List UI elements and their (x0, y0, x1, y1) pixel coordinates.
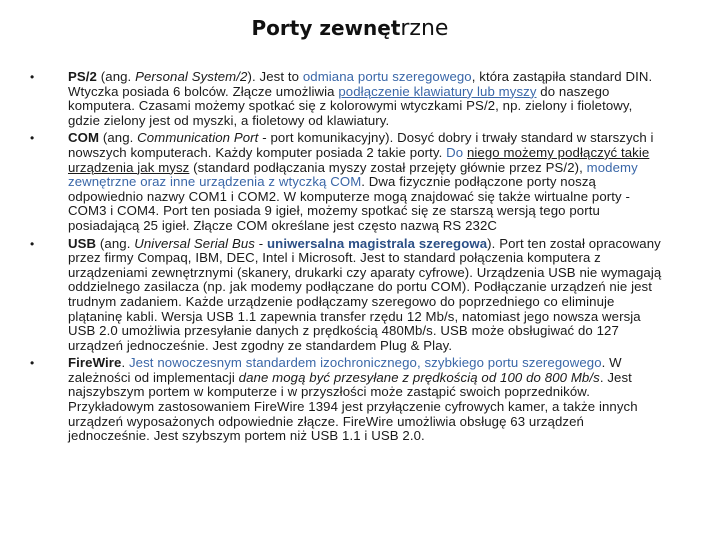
text-segment: Do (446, 144, 464, 160)
text-segment: modemy zewnętrzne oraz inne urządzenia z wtyczką COM (68, 159, 638, 190)
bullet-marker: • (30, 70, 35, 84)
text-segment: Jest nowoczesnym standardem izochronicznego, szybkiego portu szeregowego (128, 355, 602, 371)
bullet-item-usb (28, 237, 668, 354)
text-segment: ). Jest to (247, 69, 303, 84)
text-segment: (standard podłączania myszy został przejęty głównie przez PS/2), (189, 159, 587, 175)
bullet-marker: • (30, 131, 35, 146)
title-main: Porty zewnęt (251, 16, 401, 40)
text-segment: (ang. (97, 69, 136, 84)
page-title (0, 16, 700, 41)
text-segment: . W zależności od implementacji (68, 355, 622, 385)
text-segment: - (254, 235, 268, 251)
text-segment: do naszego komputera. Czasami możemy spotkać się z kolorowymi wtyczkami PS/2, np. zielony i fioletowy, gdzie zielony jest od myszki, a fioletowy od klawiatury. (68, 83, 633, 128)
text-segment: . Jest najszybszym portem w komputerze i w przyszłości może zastąpić swoich poprzedników. Przykładowym zastosowaniem FireWire 1394 jest przyłączenie cyfrowych kamer, a także innych urządzeń wyposażonych odpowiednie złącze. FireWire umożliwia obsługę 63 urządzeń jednocześnie. Jest szybszym portem niż USB 1.1 i USB 2.0. (68, 369, 638, 444)
bullet-item-com (28, 131, 668, 233)
text-segment: . (121, 355, 129, 371)
bullet-list (28, 70, 668, 447)
bullet-item-ps2 (28, 70, 668, 128)
text-segment: FireWire (68, 355, 122, 371)
text-segment: dane mogą być przesyłane z prędkością od 100 do 800 Mb/s (238, 369, 600, 385)
text-segment: podłączenie klawiatury lub myszy (338, 83, 537, 99)
text-segment: ). Port ten został opracowany przez firmy Compaq, IBM, DEC, Intel i Microsoft. Jest to standard połączenia komputera z urządzeniami zewnętrznymi (skanery, drukarki czy aparaty cyfrowe). Urządzenia USB nie wymagają oddzielnego zasilacza (np. jak modemy podłączane do portu COM). Podłączanie urządzeń nie jest trudnym zadaniem. Każde urządzenie podłączamy szeregowo do poprzedniego co eliminuje plątaninę kabli. Wersja USB 1.1 zapewnia transfer rzędu 12 Mb/s, natomiast jego nowsza wersja USB 2.0 umożliwia przesyłanie danych z prędkością 480Mb/s. USB może obsługiwać do 127 urządzeń jednocześnie. Jest zgodny ze standardem Plug & Play. (68, 235, 662, 353)
bullet-marker: • (30, 356, 35, 371)
text-segment: , która zastąpiła standard DIN. Wtyczka posiada 6 bolców. Złącze umożliwia (68, 69, 653, 99)
title-tail: rzne (400, 16, 449, 41)
text-segment: odmiana portu szeregowego (302, 69, 472, 84)
bullet-marker: • (30, 236, 35, 251)
text-segment: PS/2 (68, 69, 97, 84)
text-segment: niego możemy podłączyć takie urządzenia jak mysz (68, 144, 650, 175)
text-segment: Communication Port (137, 130, 259, 146)
text-segment: - port komunikacyjny). Dosyć dobry i trwały standard w starszych i nowszych komputerach. Każdy komputer posiada 2 takie porty. (68, 130, 654, 160)
text-segment: Personal System/2 (135, 69, 248, 84)
text-segment: COM (68, 130, 100, 146)
text-segment: (ang. (99, 130, 138, 146)
text-segment: . Dwa fizycznie podłączone porty noszą odpowiednio nazwy COM1 i COM2. W komputerze mogą znajdować się także wirtualne porty - COM3 i COM4. Port ten posiada 9 igieł, możemy spotkać się ze starszą wersją tego portu posiadającą 25 igieł. Złącze COM określane jest często nazwą RS 232C (68, 174, 630, 233)
text-segment: (ang. (96, 235, 135, 251)
text-segment: uniwersalna magistrala szeregowa (267, 235, 488, 251)
text-segment: Universal Serial Bus (134, 235, 255, 251)
bullet-item-firewire (28, 356, 668, 444)
text-segment: USB (68, 235, 97, 251)
